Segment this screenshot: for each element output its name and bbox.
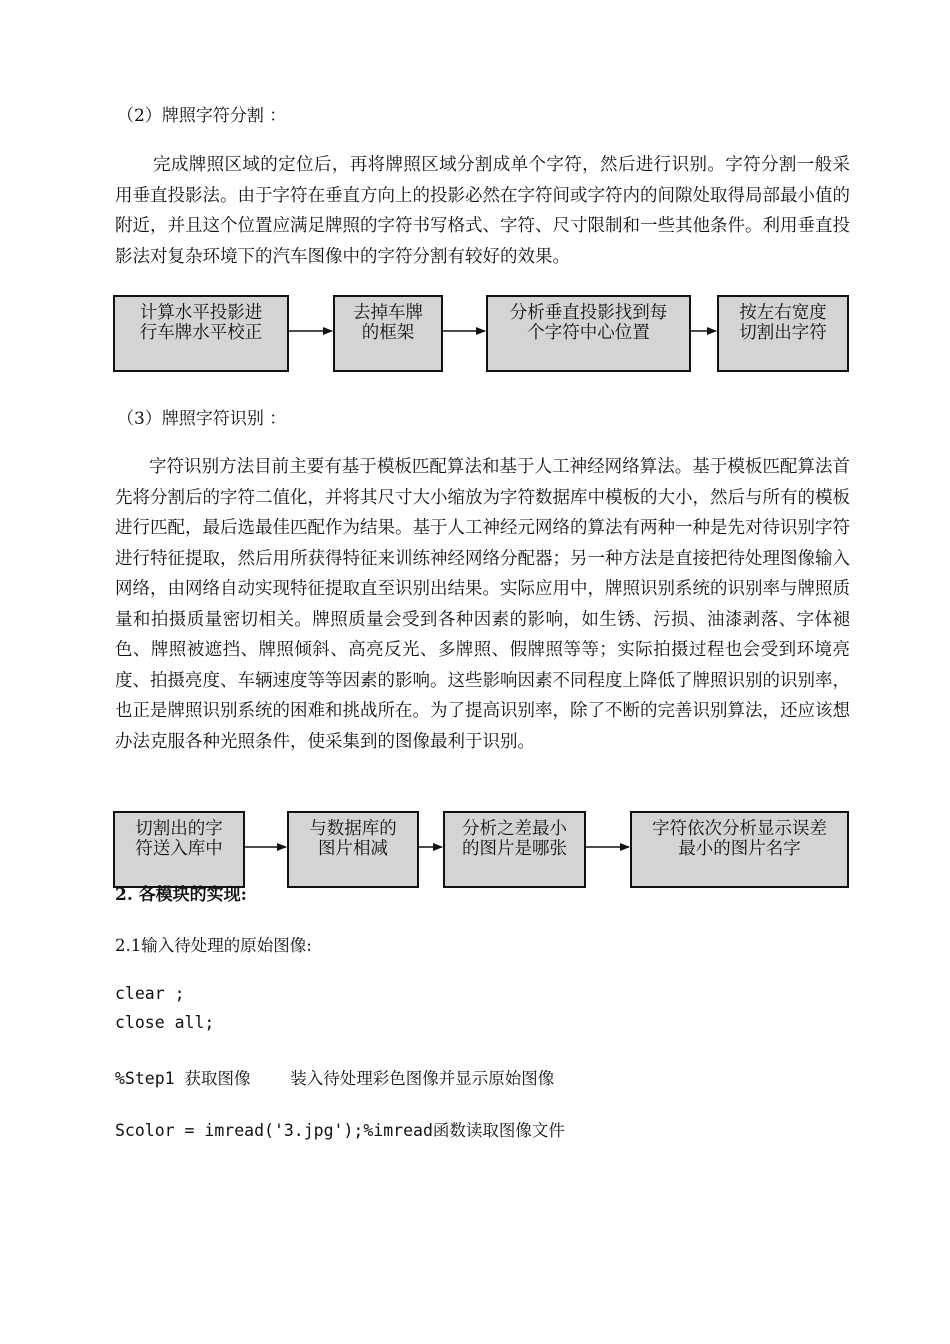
flow1-step-3 (486, 295, 691, 372)
flow2-step-1 (113, 811, 245, 888)
section-3-heading: （3）牌照字符识别 ： (117, 409, 287, 429)
flow2-step-1-line1: 切割出的字 (135, 819, 223, 839)
flow1-step-2 (333, 295, 443, 372)
section-2-heading: （2）牌照字符分割 ： (117, 106, 287, 126)
flow1-step-2-line2: 的框架 (361, 323, 415, 343)
flow1-step-3-line2: 个字符中心位置 (527, 323, 650, 343)
flow2-step-4 (630, 811, 849, 888)
flow1-step-4 (717, 295, 849, 372)
flow1-step-4-line2: 切割出字符 (739, 323, 827, 343)
code-line-step-comment: %Step1 获取图像 装入待处理彩色图像并显示原始图像 (115, 1069, 555, 1088)
flow2-step-1-line2: 符送入库中 (135, 839, 223, 859)
flow2-step-3-line1: 分析之差最小 (462, 819, 567, 839)
section-2-paragraph: 完成牌照区域的定位后，再将牌照区域分割成单个字符，然后进行识别。字符分割一般采用垂直投影法。由于字符在垂直方向上的投影必然在字符间或字符内的间隙处取得局部最小值的附近，并且这个位置应满足牌照的字符书写格式、字符、尺寸限制和一些其他条件。利用垂直投影法对复杂环境下的汽车图像中的字符分割有较好的效果。 (115, 155, 850, 267)
flow1-step-3-line1: 分析垂直投影找到每 (509, 303, 668, 323)
flow2-step-2-line2: 图片相减 (318, 839, 388, 859)
flow1-step-1-line2: 行车牌水平校正 (139, 323, 263, 343)
modules-subsection-title: 2.1输入待处理的原始图像: (115, 936, 312, 955)
modules-section-title: 2. 各模块的实现: (115, 885, 247, 905)
flow2-step-2 (287, 811, 419, 888)
flow1-step-2-line1: 去掉车牌 (353, 303, 423, 323)
code-line-imread: Scolor = imread('3.jpg');%imread函数读取图像文件 (115, 1121, 565, 1140)
flow1-step-1-line1: 计算水平投影进 (139, 303, 263, 323)
section-3-paragraph: 字符识别方法目前主要有基于模板匹配算法和基于人工神经网络算法。基于模板匹配算法首先将分割后的字符二值化，并将其尺寸大小缩放为字符数据库中模板的大小，然后与所有的模板进行匹配，最后选最佳匹配作为结果。基于人工神经元网络的算法有两种一种是先对待识别字符进行特征提取，然后用所获得特征来训练神经网络分配器；另一种方法是直接把待处理图像输入网络，由网络自动实现特征提取直至识别出结果。实际应用中，牌照识别系统的识别率与牌照质量和拍摄质量密切相关。牌照质量会受到各种因素的影响，如生锈、污损、油漆剥落、字体褪色、牌照被遮挡、牌照倾斜、高亮反光、多牌照、假牌照等等；实际拍摄过程也会受到环境亮度、拍摄亮度、车辆速度等等因素的影响。这些影响因素不同程度上降低了牌照识别的识别率，也正是牌照识别系统的困难和挑战所在。为了提高识别率，除了不断的完善识别算法，还应该想办法克服各种光照条件，使采集到的图像最利于识别。 (115, 457, 850, 752)
code-line-close-all: close all; (115, 1013, 215, 1032)
flow1-step-4-line1: 按左右宽度 (739, 303, 827, 323)
flow2-step-3 (443, 811, 586, 888)
flow2-step-2-line1: 与数据库的 (309, 819, 397, 839)
flow1-step-1 (113, 295, 289, 372)
flow2-step-4-line1: 字符依次分析显示误差 (652, 819, 827, 839)
flow2-step-3-line2: 的图片是哪张 (462, 839, 567, 859)
flow2-step-4-line2: 最小的图片名字 (678, 839, 801, 859)
code-line-clear: clear ; (115, 984, 185, 1003)
